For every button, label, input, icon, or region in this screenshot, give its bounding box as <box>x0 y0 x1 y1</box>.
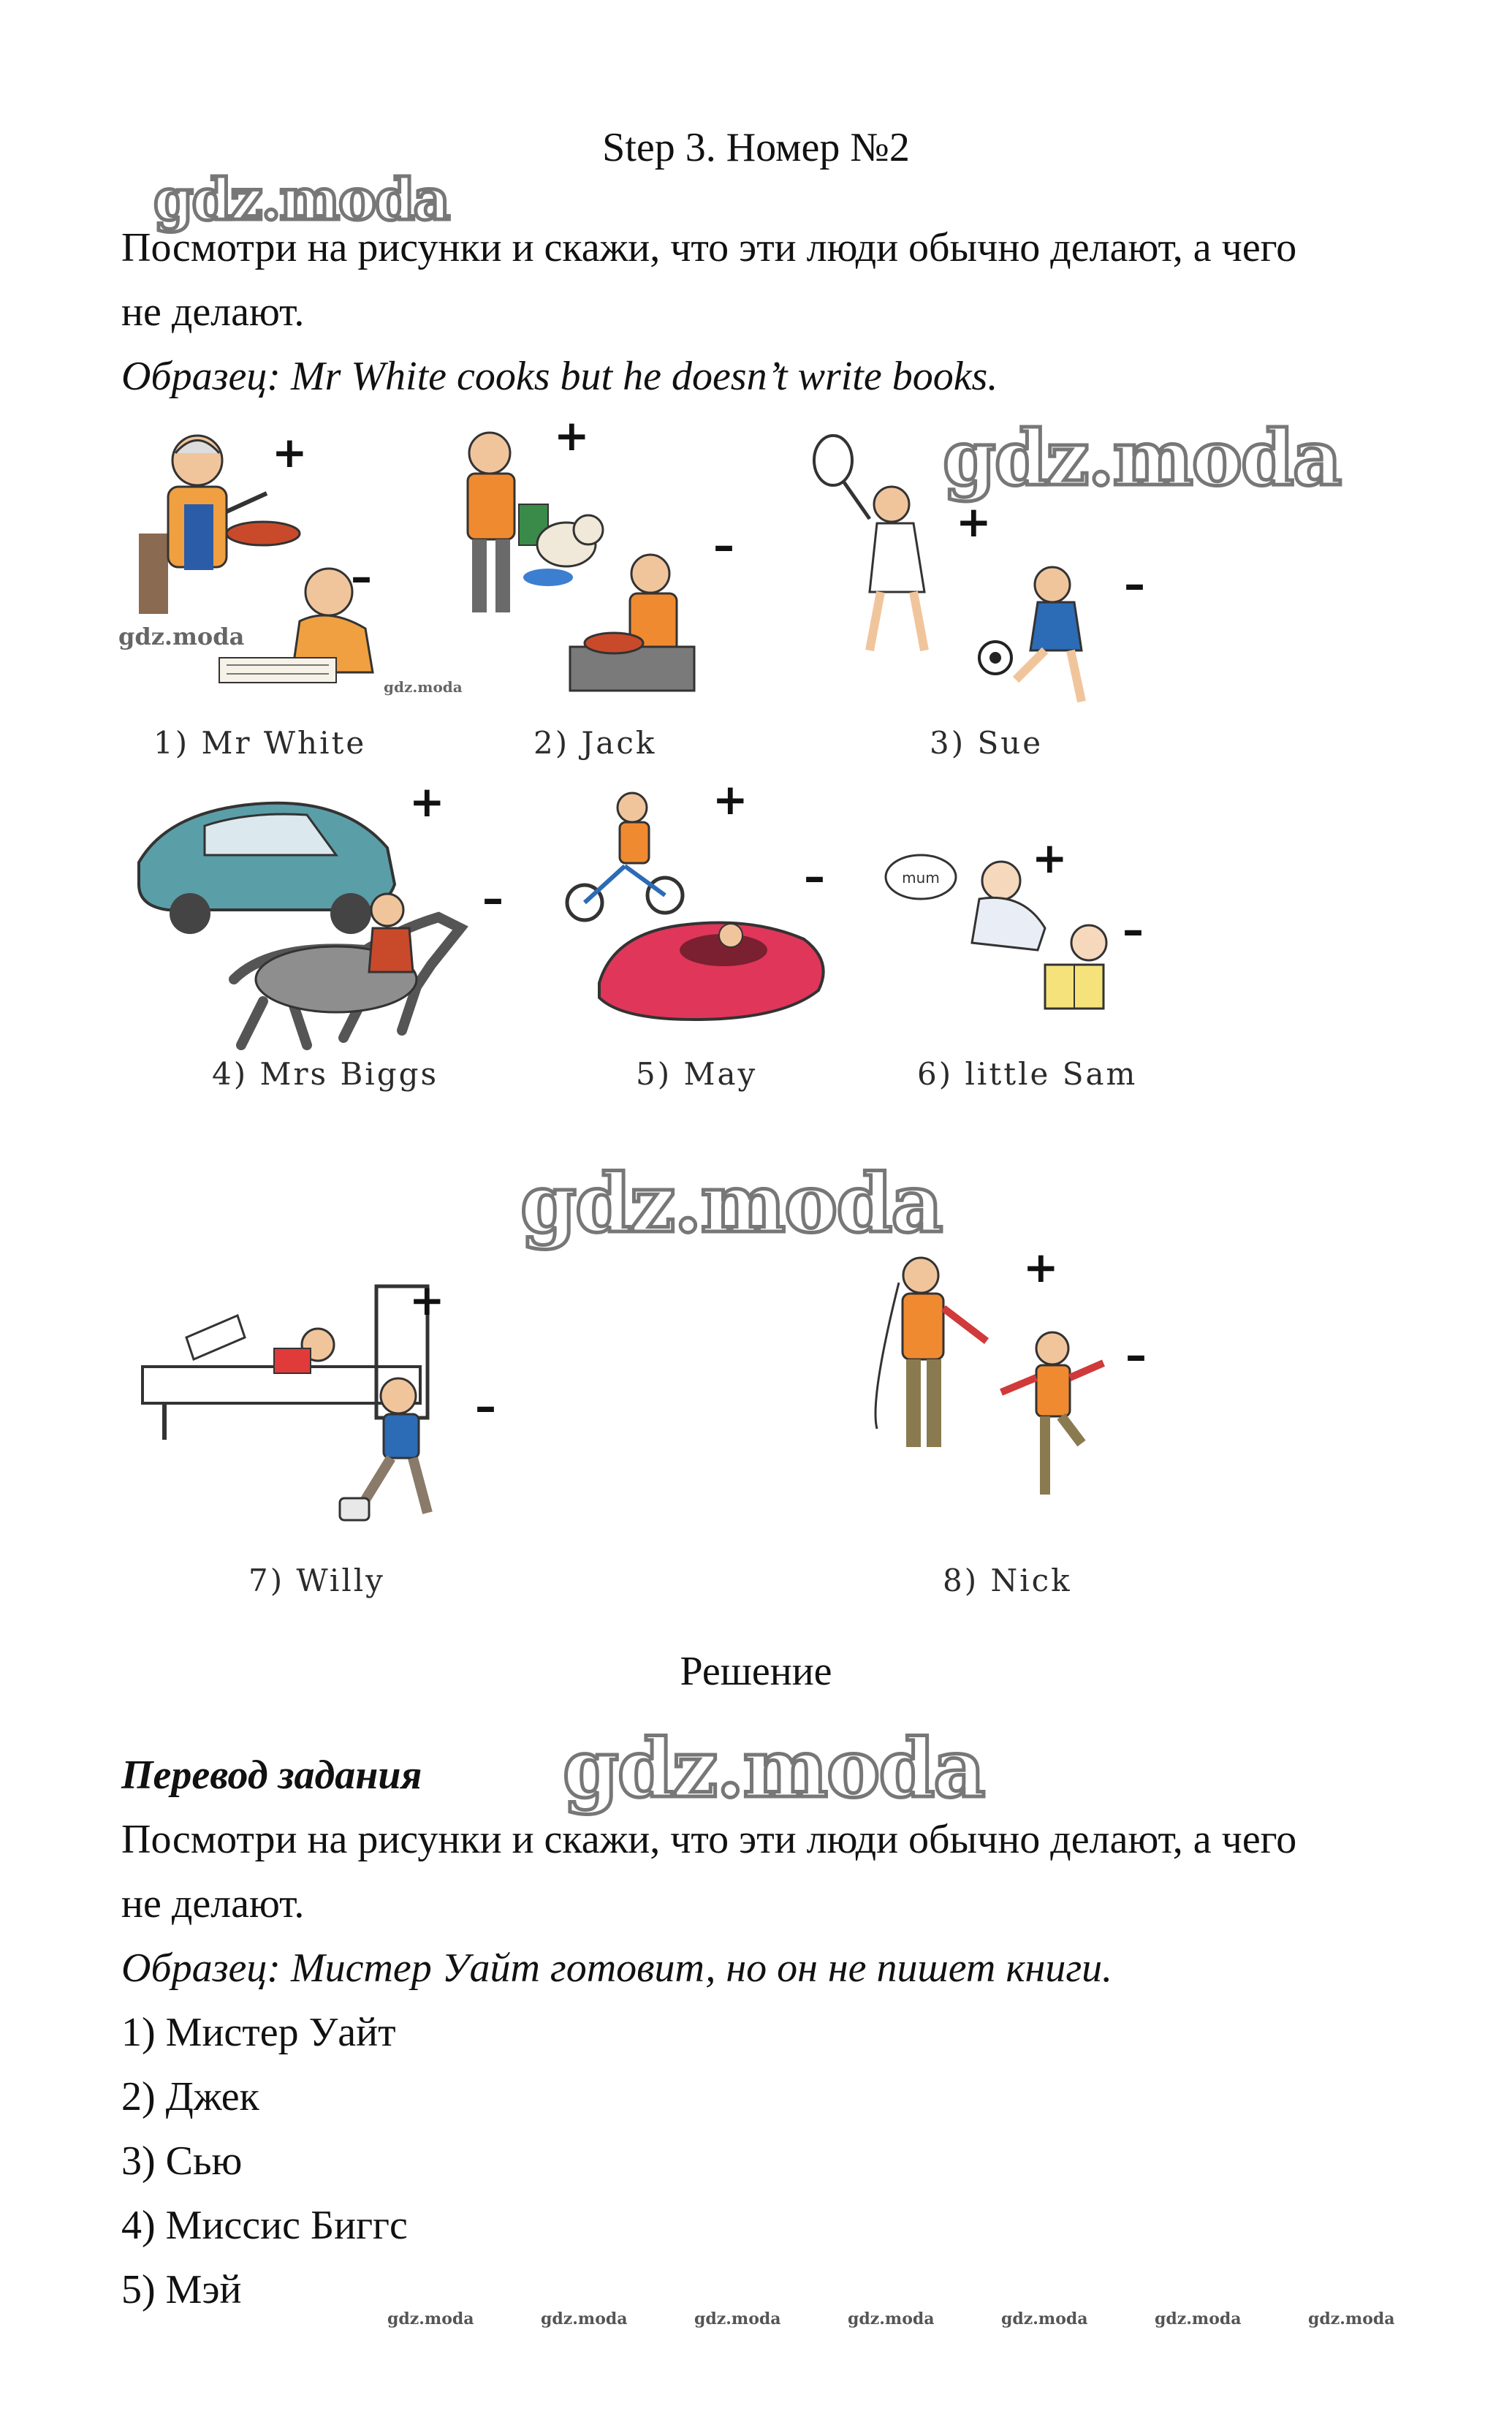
plus-sign: + <box>554 411 590 460</box>
minus-sign: – <box>804 851 825 901</box>
watermark: gdz.moda <box>1001 2309 1088 2328</box>
translation-heading: Перевод задания <box>121 1753 422 1798</box>
caption-willy: 7) Willy <box>248 1563 385 1598</box>
watermark: gdz.moda <box>387 2309 474 2328</box>
watermark: gdz.moda <box>520 1156 942 1250</box>
watermark: gdz.moda <box>1155 2309 1242 2328</box>
caption-jack: 2) Jack <box>533 725 657 761</box>
picture-jack <box>438 424 745 716</box>
caption-little-sam: 6) little Sam <box>917 1056 1138 1092</box>
task-line-2: не делают. <box>121 289 305 335</box>
speech-bubble-text: mum <box>902 869 940 887</box>
minus-sign: – <box>713 520 734 570</box>
plus-sign: + <box>1032 833 1068 883</box>
plus-sign: + <box>1023 1242 1059 1292</box>
translation-example: Образец: Мистер Уайт готовит, но он не пишет книги. <box>121 1945 1113 1991</box>
picture-willy <box>135 1272 515 1549</box>
page-title: Step 3. Номер №2 <box>602 125 910 170</box>
plus-sign: + <box>272 428 308 477</box>
translation-line-1: Посмотри на рисунки и скажи, что эти люди обычно делают, а чего <box>121 1817 1297 1862</box>
minus-sign: – <box>475 1381 496 1431</box>
watermark: gdz.moda <box>694 2309 781 2328</box>
caption-nick: 8) Nick <box>943 1563 1072 1598</box>
watermark: gdz.moda <box>118 623 245 650</box>
watermark: gdz.moda <box>153 167 449 233</box>
watermark: gdz.moda <box>943 413 1341 503</box>
minus-sign: – <box>1124 559 1145 609</box>
list-item: 4) Миссис Биггс <box>121 2203 408 2248</box>
picture-mrs-biggs <box>124 782 533 1060</box>
watermark: gdz.moda <box>541 2309 628 2328</box>
watermark: gdz.moda <box>563 1721 984 1815</box>
task-line-1: Посмотри на рисунки и скажи, что эти люди обычно делают, а чего <box>121 225 1297 270</box>
watermark: gdz.moda <box>848 2309 935 2328</box>
minus-sign: – <box>1122 905 1144 954</box>
plus-sign: + <box>713 775 748 824</box>
minus-sign: – <box>1125 1330 1147 1380</box>
list-item: 1) Мистер Уайт <box>121 2010 396 2055</box>
solution-heading: Решение <box>680 1649 832 1694</box>
plus-sign: + <box>956 497 992 547</box>
caption-sue: 3) Sue <box>930 725 1044 761</box>
list-item: 5) Мэй <box>121 2267 242 2312</box>
watermark: gdz.moda <box>1308 2309 1395 2328</box>
task-example: Образец: Mr White cooks but he doesn’t write books. <box>121 354 998 399</box>
watermark: gdz.moda <box>384 678 463 696</box>
list-item: 3) Сью <box>121 2138 243 2184</box>
picture-nick <box>862 1253 1140 1531</box>
plus-sign: + <box>409 777 445 827</box>
minus-sign: – <box>482 873 504 923</box>
translation-line-2: не делают. <box>121 1881 305 1926</box>
picture-may <box>563 786 840 1049</box>
picture-little-sam <box>877 840 1140 1052</box>
picture-mr-white <box>117 424 424 716</box>
caption-mrs-biggs: 4) Mrs Biggs <box>212 1056 439 1092</box>
picture-sue <box>804 431 1140 724</box>
caption-mr-white: 1) Mr White <box>153 725 367 761</box>
minus-sign: – <box>351 552 372 601</box>
plus-sign: + <box>409 1275 445 1325</box>
caption-may: 5) May <box>636 1056 758 1092</box>
list-item: 2) Джек <box>121 2074 259 2119</box>
